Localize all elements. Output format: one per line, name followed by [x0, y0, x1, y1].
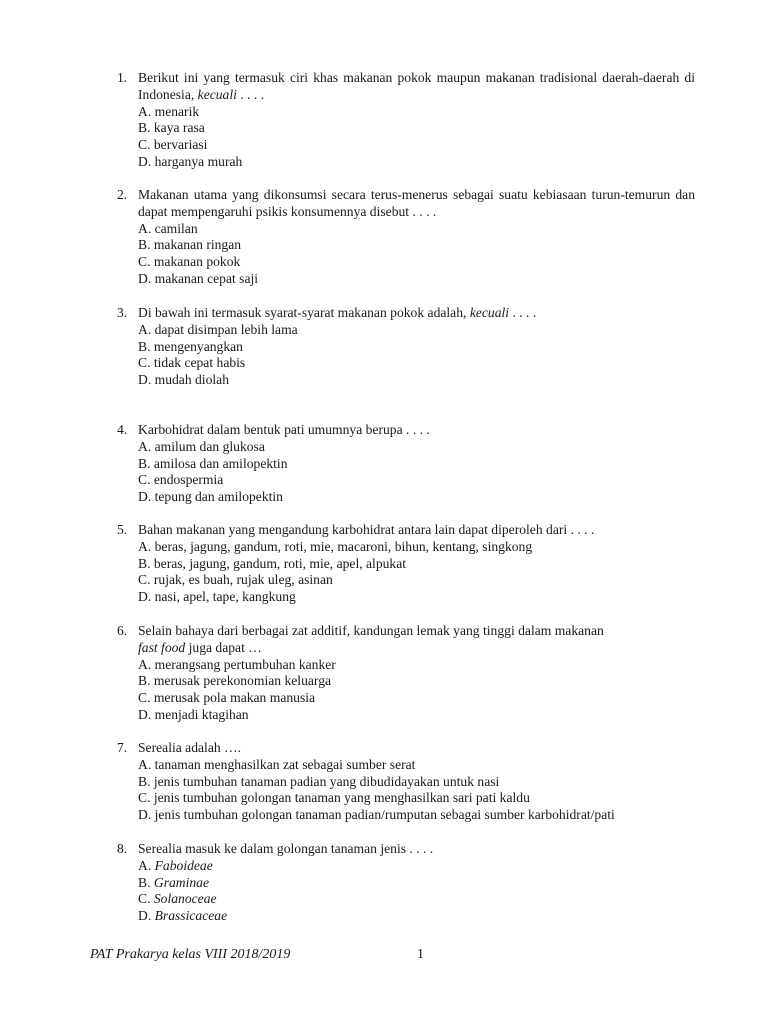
- question-text: Serealia adalah ….: [138, 740, 242, 755]
- options-list: [138, 322, 695, 389]
- question-number: 5.: [117, 522, 128, 537]
- option-b: B. beras, jagung, gandum, roti, mie, apel, alpukat: [138, 555, 407, 571]
- question-text: Berikut ini yang termasuk ciri khas makanan pokok maupun makanan tradisional daerah-daerah di Indonesia, kecuali . . . .: [138, 70, 695, 102]
- option-a: A. camilan: [138, 220, 198, 236]
- question-7: [117, 740, 695, 824]
- option-d: D. tepung dan amilopektin: [138, 489, 283, 505]
- option-d: D. harganya murah: [138, 153, 243, 169]
- question-number: 6.: [117, 623, 128, 638]
- option-c: C. merusak pola makan manusia: [138, 690, 316, 706]
- question-number: 4.: [117, 422, 128, 437]
- page-number: 1: [417, 947, 424, 962]
- option-a: A. amilum dan glukosa: [138, 438, 265, 454]
- question-number: 2.: [117, 187, 128, 202]
- option-a: A. merangsang pertumbuhan kanker: [138, 656, 336, 672]
- option-b: B. mengenyangkan: [138, 338, 243, 354]
- option-c: C. jenis tumbuhan golongan tanaman yang menghasilkan sari pati kaldu: [138, 790, 530, 806]
- option-d: D. jenis tumbuhan golongan tanaman padian/rumputan sebagai sumber karbohidrat/pati: [138, 807, 615, 823]
- options-list: [138, 439, 695, 506]
- options-list: [138, 657, 695, 724]
- question-1: [117, 70, 695, 171]
- question-5: [117, 522, 695, 606]
- option-c: C. endospermia: [138, 472, 224, 488]
- option-b: B. makanan ringan: [138, 237, 242, 253]
- option-d: D. makanan cepat saji: [138, 270, 259, 286]
- question-4: [117, 422, 695, 506]
- question-number: 1.: [117, 70, 128, 85]
- question-text: Selain bahaya dari berbagai zat additif, kandungan lemak yang tinggi dalam makanan fast food juga dapat …: [138, 623, 604, 655]
- question-8: [117, 841, 695, 925]
- options-list: [138, 757, 695, 824]
- option-c: C. makanan pokok: [138, 254, 241, 270]
- option-d: D. nasi, apel, tape, kangkung: [138, 589, 296, 605]
- option-a: A. dapat disimpan lebih lama: [138, 321, 298, 337]
- question-number: 3.: [117, 305, 128, 320]
- option-a: A. Faboideae: [138, 857, 213, 873]
- option-b: B. amilosa dan amilopektin: [138, 455, 288, 471]
- question-text: Di bawah ini termasuk syarat-syarat makanan pokok adalah, kecuali . . . .: [138, 305, 537, 320]
- option-b: B. Graminae: [138, 874, 210, 890]
- question-2: [117, 187, 695, 288]
- options-list: [138, 858, 695, 925]
- question-number: 7.: [117, 740, 128, 755]
- question-6: [117, 623, 695, 724]
- option-b: B. kaya rasa: [138, 120, 205, 136]
- options-list: [138, 104, 695, 171]
- options-list: [138, 539, 695, 606]
- option-c: C. tidak cepat habis: [138, 355, 246, 371]
- footer-title: PAT Prakarya kelas VIII 2018/2019: [90, 947, 291, 962]
- question-number: 8.: [117, 841, 128, 856]
- question-text: Karbohidrat dalam bentuk pati umumnya berupa . . . .: [138, 422, 430, 437]
- option-a: A. tanaman menghasilkan zat sebagai sumber serat: [138, 756, 416, 772]
- option-d: D. mudah diolah: [138, 372, 229, 388]
- question-3: [117, 305, 695, 389]
- option-b: B. jenis tumbuhan tanaman padian yang dibudidayakan untuk nasi: [138, 773, 500, 789]
- options-list: [138, 221, 695, 288]
- option-c: C. rujak, es buah, rujak uleg, asinan: [138, 572, 333, 588]
- option-a: A. beras, jagung, gandum, roti, mie, macaroni, bihun, kentang, singkong: [138, 538, 533, 554]
- question-text: Serealia masuk ke dalam golongan tanaman jenis . . . .: [138, 841, 434, 856]
- question-text: Makanan utama yang dikonsumsi secara terus-menerus sebagai suatu kebiasaan turun-temurun dan dapat mempengaruhi psikis konsumennya disebut . . . .: [138, 187, 695, 219]
- option-a: A. menarik: [138, 103, 200, 119]
- question-text: Bahan makanan yang mengandung karbohidrat antara lain dapat diperoleh dari . . . .: [138, 522, 595, 537]
- option-b: B. merusak perekonomian keluarga: [138, 673, 332, 689]
- option-c: C. bervariasi: [138, 137, 208, 153]
- option-c: C. Solanoceae: [138, 891, 217, 907]
- option-d: D. Brassicaceae: [138, 908, 228, 924]
- option-d: D. menjadi ktagihan: [138, 706, 249, 722]
